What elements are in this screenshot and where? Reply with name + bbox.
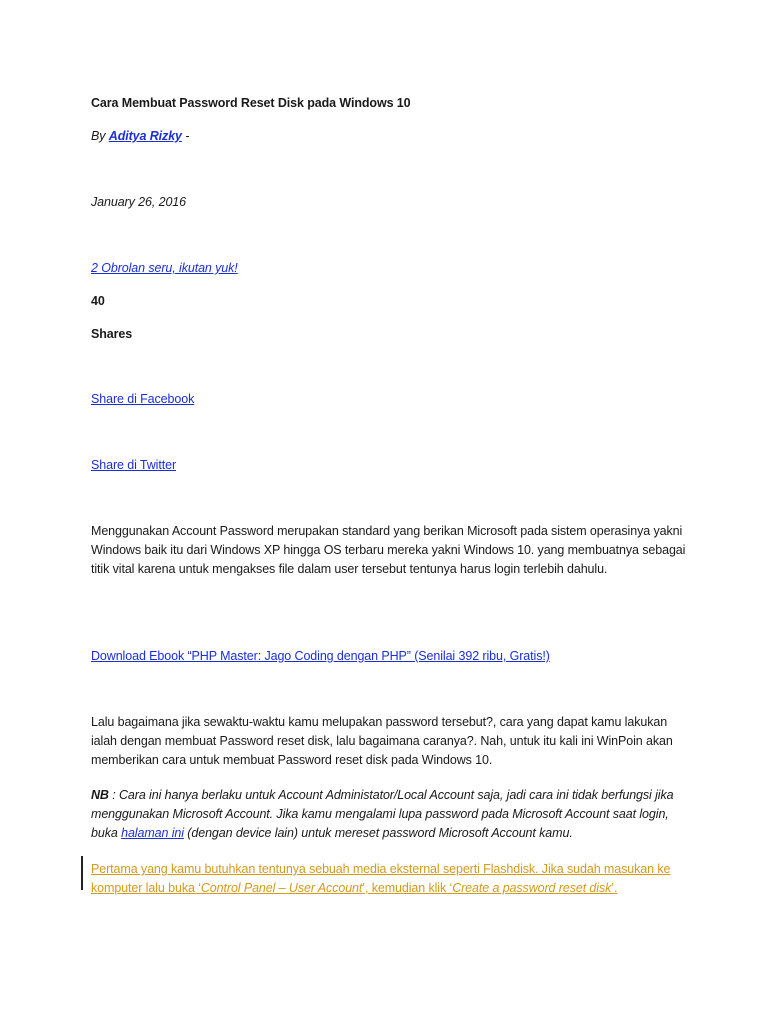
paragraph-intro: Menggunakan Account Password merupakan standard yang berikan Microsoft pada sistem operasinya yakni Windows baik itu dari Windows XP hingga OS terbaru mereka yakni Windows 10. yang membuatnya sebagai titik vital karena untuk mengakses file dalam user tersebut tentunya harus login terlebih dahulu. — [91, 524, 686, 576]
step-1-text-a: Pertama yang kamu butuhkan tentunya sebuah media eksternal seperti Flashdisk. Jika sudah masukan ke komputer lalu buka ‘ — [91, 862, 671, 895]
byline-suffix: - — [181, 129, 190, 143]
text-cursor — [81, 856, 83, 890]
twitter-line — [91, 456, 691, 475]
step-1-control-panel: Control Panel – User Account — [200, 881, 363, 895]
step-1-text-c: ’, kemudian klik ‘ — [362, 881, 453, 895]
share-facebook-link[interactable]: Share di Facebook — [91, 392, 195, 406]
author-link[interactable]: Aditya Rizky — [108, 129, 182, 143]
ebook-link[interactable]: Download Ebook “PHP Master: Jago Coding dengan PHP” (Senilai 392 ribu, Gratis!) — [91, 649, 550, 663]
facebook-line — [91, 390, 691, 409]
nb-text-1: : Cara ini hanya berlaku untuk Account Administator/Local Account saja, jadi cara ini tidak berfungsi jika menggunakan Microsoft Account. Jika kamu mengalami lupa password pada Microsoft Account saat login, buka — [91, 788, 674, 840]
step-1-instruction — [91, 860, 691, 898]
comments-line — [91, 259, 691, 278]
nb-note — [91, 786, 691, 843]
step-1-text-e: ’. — [611, 881, 618, 895]
comments-link[interactable]: 2 Obrolan seru, ikutan yuk! — [91, 261, 238, 275]
byline — [91, 127, 691, 146]
ebook-line — [91, 647, 691, 666]
article-title: Cara Membuat Password Reset Disk pada Windows 10 — [91, 96, 411, 110]
nb-text-2: (dengan device lain) untuk mereset password Microsoft Account kamu. — [183, 826, 573, 840]
nb-label: NB — [91, 788, 109, 802]
nb-page-link[interactable]: halaman ini — [121, 826, 184, 840]
article-date: January 26, 2016 — [91, 195, 187, 209]
share-count: 40 — [91, 294, 105, 308]
step-1-create-reset-disk: Create a password reset disk — [452, 881, 612, 895]
paragraph-question: Lalu bagaimana jika sewaktu-waktu kamu melupakan password tersebut?, cara yang dapat kamu lakukan ialah dengan membuat Password reset disk, lalu bagaimana caranya?. Nah, untuk itu kali ini WinPoin akan memberikan cara untuk membuat Password reset disk pada Windows 10. — [91, 715, 673, 767]
shares-label: Shares — [91, 327, 133, 341]
byline-prefix: By — [91, 129, 109, 143]
share-twitter-link[interactable]: Share di Twitter — [91, 458, 177, 472]
